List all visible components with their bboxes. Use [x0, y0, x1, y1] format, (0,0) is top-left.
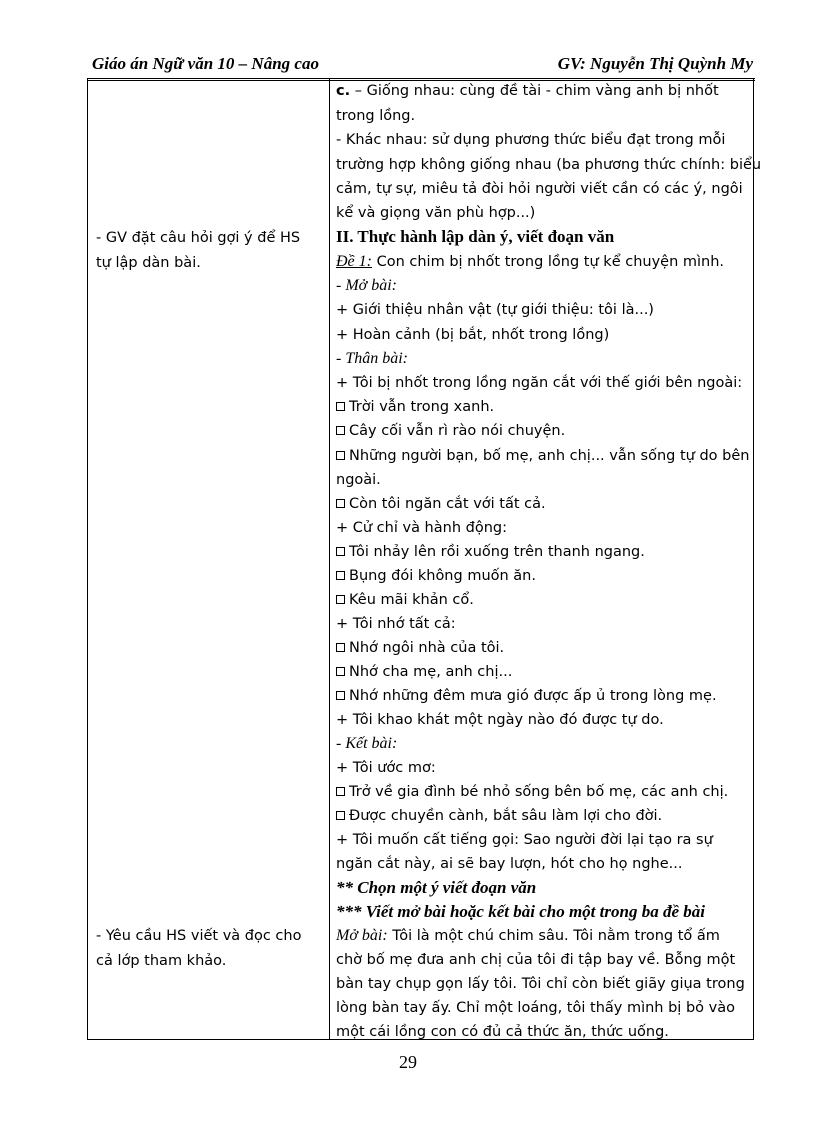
- mo-bai2-line-3: bàn tay chụp gọn lấy tôi. Tôi chỉ còn biết giãy giụa trong: [336, 976, 745, 992]
- than-bai-sq-1: [336, 398, 494, 416]
- c-line-2: trong lồng.: [336, 108, 416, 124]
- header-teacher-name: GV: Nguyễn Thị Quỳnh My: [557, 54, 753, 73]
- nho-item-2-text: Nhớ cha mẹ, anh chị...: [349, 664, 513, 680]
- square-bullet-icon: [336, 811, 345, 820]
- cu-chi-item-2: [336, 567, 536, 585]
- than-bai-sq-1-text: Trời vẫn trong xanh.: [349, 399, 495, 415]
- square-bullet-icon: [336, 402, 345, 411]
- square-bullet-icon: [336, 643, 345, 652]
- header-course-title: Giáo án Ngữ văn 10 – Nâng cao: [92, 54, 319, 73]
- mo-bai2-text: Tôi là một chú chim sâu. Tôi nằm trong tổ ấm: [387, 928, 720, 944]
- than-bai-intro: + Tôi bị nhốt trong lồng ngăn cắt với thế giới bên ngoài:: [336, 375, 743, 391]
- square-bullet-icon: [336, 571, 345, 580]
- page-header: [87, 54, 753, 80]
- mo-bai-item-1: + Giới thiệu nhân vật (tự giới thiệu: tôi là...): [336, 302, 654, 318]
- mo-bai2-line-2: chờ bố mẹ đưa anh chị của tôi đi tập bay về. Bỗng một: [336, 952, 736, 968]
- page-number: 29: [399, 1052, 417, 1072]
- than-bai-sq-3-cont: ngoài.: [336, 472, 381, 488]
- viet-mo-heading: *** Viết mở bài hoặc kết bài cho một trong ba đề bài: [336, 902, 705, 921]
- diff-line-2: trường hợp không giống nhau (ba phương thức chính: biểu: [336, 157, 762, 173]
- de1-label: Đề 1:: [336, 253, 372, 270]
- cu-chi-item-1-text: Tôi nhảy lên rồi xuống trên thanh ngang.: [349, 544, 645, 560]
- de1-line: [336, 253, 724, 271]
- c-label: c.: [336, 83, 351, 99]
- than-bai-heading: - Thân bài:: [336, 350, 408, 367]
- ket-bai-heading: - Kết bài:: [336, 735, 398, 752]
- than-bai-sq-2: [336, 422, 565, 440]
- de1-text: Con chim bị nhốt trong lồng tự kể chuyện mình.: [371, 254, 725, 270]
- cu-chi-item-2-text: Bụng đói không muốn ăn.: [349, 568, 536, 584]
- square-bullet-icon: [336, 426, 345, 435]
- than-bai-sq-2-text: Cây cối vẫn rì rào nói chuyện.: [349, 423, 566, 439]
- diff-line-4: kể và giọng văn phù hợp...): [336, 205, 536, 221]
- mo-bai2-line-4: lòng bàn tay ấy. Chỉ một loáng, tôi thấy mình bị bỏ vào: [336, 1000, 735, 1016]
- mo-bai-item-2: + Hoàn cảnh (bị bắt, nhốt trong lồng): [336, 327, 610, 343]
- cu-chi-item-3-text: Kêu mãi khản cổ.: [349, 592, 474, 608]
- than-bai-sq-4: [336, 495, 546, 513]
- column-divider: [329, 79, 330, 1039]
- nho-item-3: [336, 687, 717, 705]
- muon-cat-line-1: + Tôi muốn cất tiếng gọi: Sao người đời lại tạo ra sự: [336, 832, 713, 848]
- cu-chi-item-3: [336, 591, 474, 609]
- left-note-2-line-1: - Yêu cầu HS viết và đọc cho: [96, 928, 302, 944]
- cu-chi-heading: + Cử chỉ và hành động:: [336, 520, 507, 536]
- mo-bai2-label: Mở bài:: [336, 927, 388, 944]
- muon-cat-line-2: ngăn cắt này, ai sẽ bay lượn, hót cho họ nghe...: [336, 856, 683, 872]
- nho-item-1-text: Nhớ ngôi nhà của tôi.: [349, 640, 505, 656]
- square-bullet-icon: [336, 787, 345, 796]
- uoc-mo-item-2-text: Được chuyền cành, bắt sâu làm lợi cho đời.: [349, 808, 663, 824]
- uoc-mo-heading: + Tôi ước mơ:: [336, 760, 436, 776]
- mo-bai-heading: - Mở bài:: [336, 277, 397, 294]
- nho-item-2: [336, 663, 512, 681]
- uoc-mo-item-2: [336, 807, 662, 825]
- left-note-2-line-2: cả lớp tham khảo.: [96, 953, 227, 969]
- uoc-mo-item-1-text: Trở về gia đình bé nhỏ sống bên bố mẹ, các anh chị.: [349, 784, 729, 800]
- lesson-table: [87, 79, 762, 1040]
- c-text: – Giống nhau: cùng đề tài - chim vàng anh bị nhốt: [350, 83, 719, 99]
- mo-bai2-line-1: [336, 927, 720, 945]
- square-bullet-icon: [336, 451, 345, 460]
- section-title: II. Thực hành lập dàn ý, viết đoạn văn: [336, 227, 615, 246]
- square-bullet-icon: [336, 499, 345, 508]
- square-bullet-icon: [336, 667, 345, 676]
- khao-khat: + Tôi khao khát một ngày nào đó được tự do.: [336, 712, 664, 728]
- than-bai-sq-3-text: Những người bạn, bố mẹ, anh chị... vẫn sống tự do bên: [349, 448, 750, 464]
- cu-chi-item-1: [336, 543, 645, 561]
- diff-line-3: cảm, tự sự, miêu tả đòi hỏi người viết cần có các ý, ngôi: [336, 181, 743, 197]
- uoc-mo-item-1: [336, 783, 728, 801]
- than-bai-sq-4-text: Còn tôi ngăn cắt với tất cả.: [349, 496, 546, 512]
- left-note-1-line-1: - GV đặt câu hỏi gợi ý để HS: [96, 230, 301, 246]
- nho-item-3-text: Nhớ những đêm mưa gió được ấp ủ trong lòng mẹ.: [349, 688, 717, 704]
- diff-line-1: - Khác nhau: sử dụng phương thức biểu đạt trong mỗi: [336, 132, 726, 148]
- square-bullet-icon: [336, 547, 345, 556]
- mo-bai2-line-5: một cái lồng con có đủ cả thức ăn, thức uống.: [336, 1024, 669, 1040]
- nho-item-1: [336, 639, 504, 657]
- square-bullet-icon: [336, 595, 345, 604]
- chon-y-heading: ** Chọn một ý viết đoạn văn: [336, 878, 537, 897]
- left-note-1-line-2: tự lập dàn bài.: [96, 255, 201, 271]
- nho-heading: + Tôi nhớ tất cả:: [336, 616, 456, 632]
- square-bullet-icon: [336, 691, 345, 700]
- c-line-1: [336, 82, 719, 100]
- than-bai-sq-3: [336, 447, 749, 465]
